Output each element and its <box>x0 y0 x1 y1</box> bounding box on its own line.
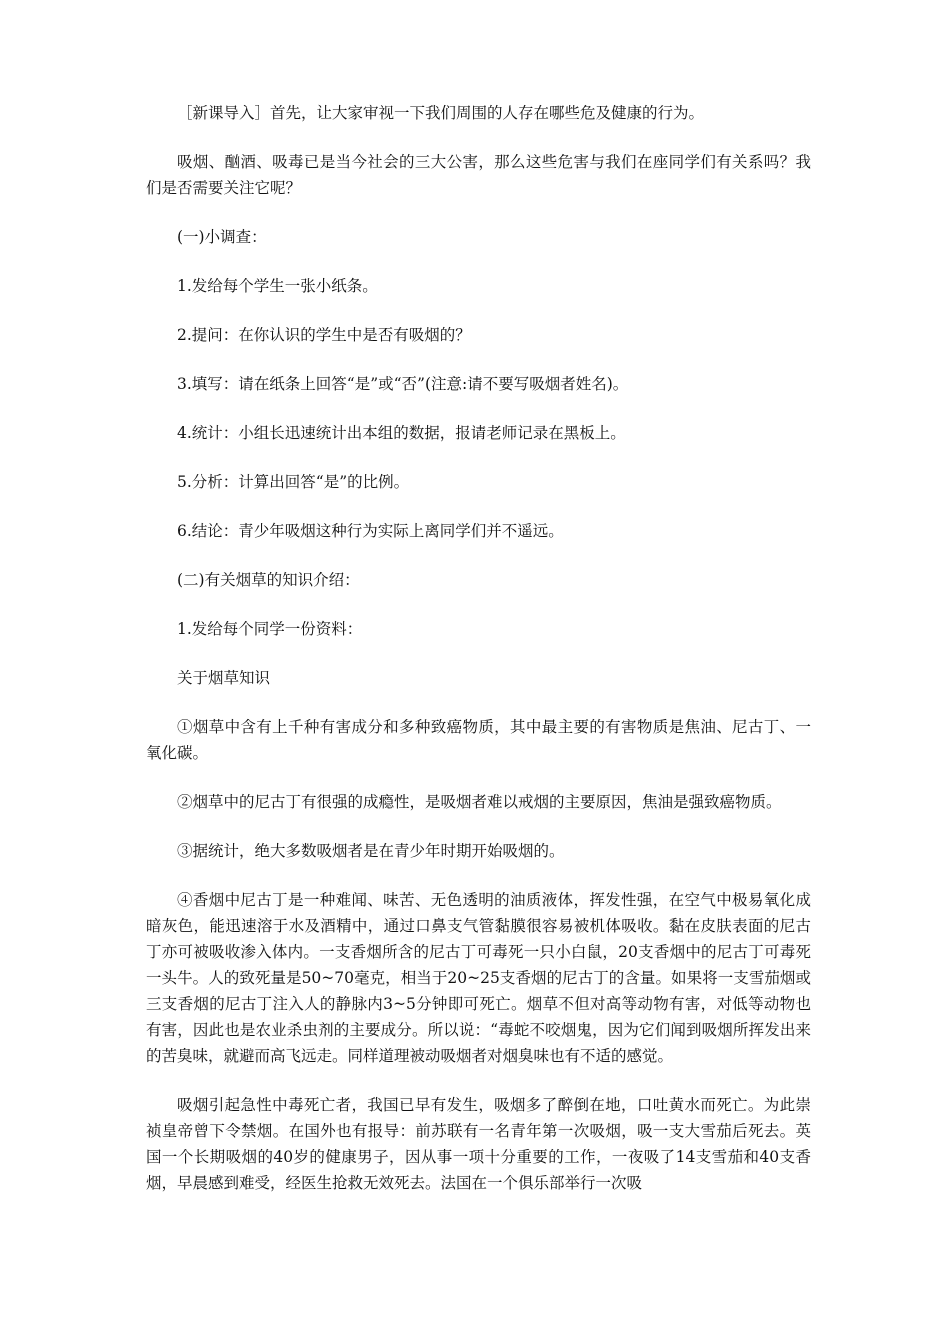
knowledge-step-1: 1.发给每个同学一份资料： <box>177 620 363 638</box>
survey-step-6: 6.结论：青少年吸烟这种行为实际上离同学们并不遥远。 <box>177 522 564 540</box>
acute-poisoning-paragraph: 吸烟引起急性中毒死亡者，我国已早有发生，吸烟多了醉倒在地，口吐黄水而死亡。为此崇祯皇帝曾下令禁烟。在国外也有报导：前苏联有一名青年第一次吸烟，吸一支大雪茄后死去。英国一个长期吸烟的40岁的健康男子，因从事一项十分重要的工作，一夜吸了14支雪茄和40支香烟，早晨感到难受，经医生抢救无效死去。法国在一个俱乐部举行一次吸 <box>146 1096 811 1192</box>
fact-item-3: ③据统计，绝大多数吸烟者是在青少年时期开始吸烟的。 <box>177 842 565 860</box>
fact-item-1: ①烟草中含有上千种有害成分和多种致癌物质，其中最主要的有害物质是焦油、尼古丁、一氧化碳。 <box>146 718 811 762</box>
three-hazards-paragraph: 吸烟、酗酒、吸毒已是当今社会的三大公害，那么这些危害与我们在座同学们有关系吗？我们是否需要关注它呢？ <box>146 153 811 197</box>
survey-step-2: 2.提问：在你认识的学生中是否有吸烟的？ <box>177 326 471 344</box>
fact-item-4: ④香烟中尼古丁是一种难闻、味苦、无色透明的油质液体，挥发性强，在空气中极易氧化成暗灰色，能迅速溶于水及酒精中，通过口鼻支气管黏膜很容易被机体吸收。黏在皮肤表面的尼古丁亦可被吸收渗入体内。一支香烟所含的尼古丁可毒死一只小白鼠，20支香烟中的尼古丁可毒死一头牛。人的致死量是50~70毫克，相当于20~25支香烟的尼古丁的含量。如果将一支雪茄烟或三支香烟的尼古丁注入人的静脉内3~5分钟即可死亡。烟草不但对高等动物有害，对低等动物也有害，因此也是农业杀虫剂的主要成分。所以说：“毒蛇不咬烟鬼，因为它们闻到吸烟所挥发出来的苦臭味，就避而高飞远走。同样道理被动吸烟者对烟臭味也有不适的感觉。 <box>146 891 811 1065</box>
material-title: 关于烟草知识 <box>177 669 271 687</box>
survey-step-1: 1.发给每个学生一张小纸条。 <box>177 277 378 295</box>
section-heading-survey: (一)小调查： <box>177 228 267 246</box>
document-body <box>146 100 811 1219</box>
section-heading-tobacco-knowledge: (二)有关烟草的知识介绍： <box>177 571 360 589</box>
intro-paragraph: ［新课导入］首先，让大家审视一下我们周围的人存在哪些危及健康的行为。 <box>177 104 705 122</box>
fact-item-2: ②烟草中的尼古丁有很强的成瘾性，是吸烟者难以戒烟的主要原因，焦油是强致癌物质。 <box>177 793 782 811</box>
survey-step-3: 3.填写：请在纸条上回答“是”或“否”(注意:请不要写吸烟者姓名)。 <box>177 375 629 393</box>
survey-step-4: 4.统计：小组长迅速统计出本组的数据，报请老师记录在黑板上。 <box>177 424 626 442</box>
survey-step-5: 5.分析：计算出回答“是”的比例。 <box>177 473 410 491</box>
